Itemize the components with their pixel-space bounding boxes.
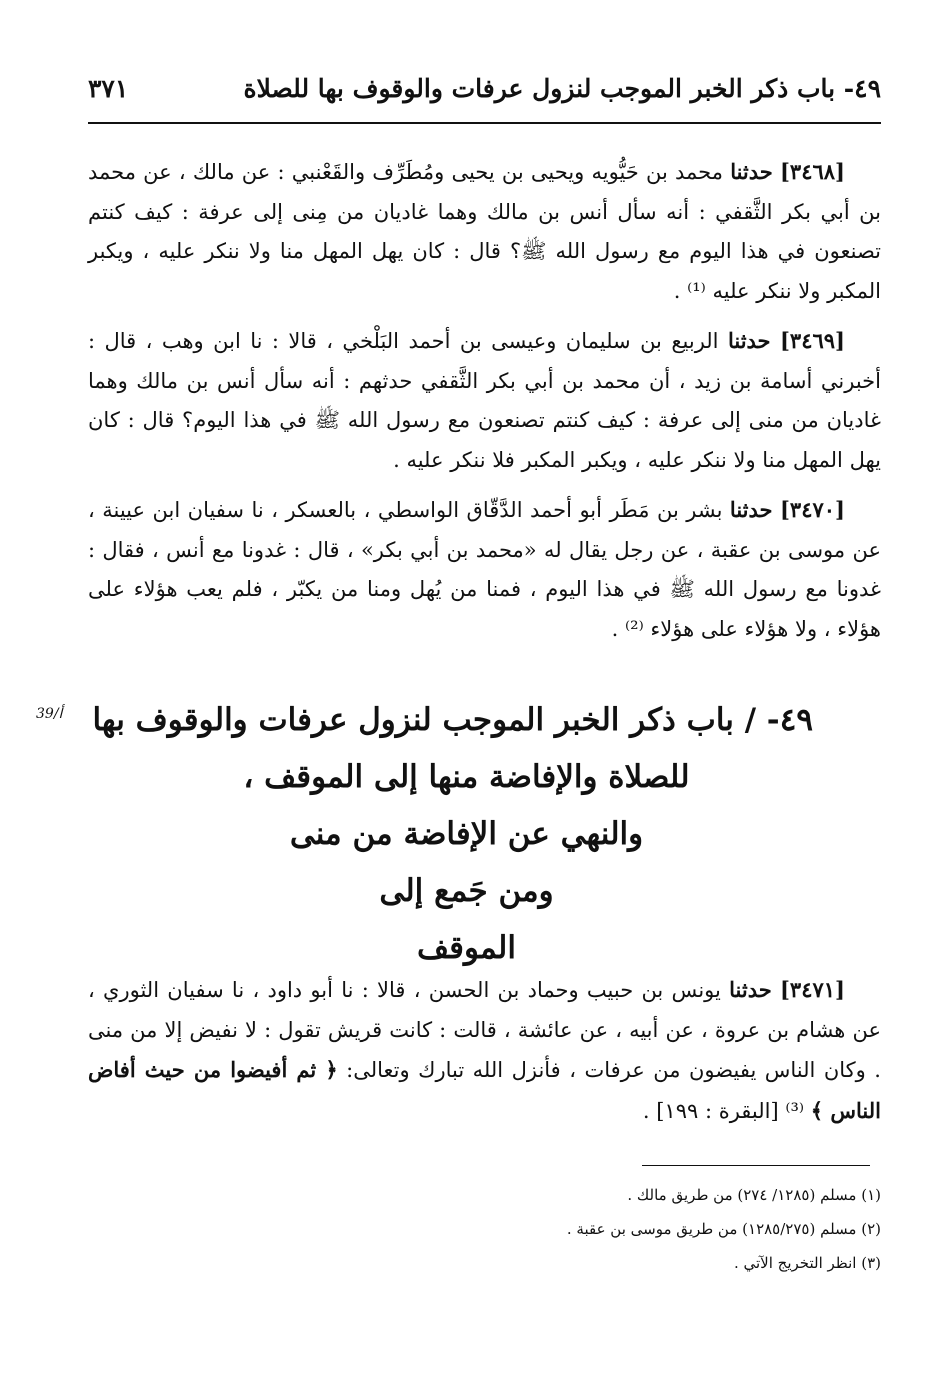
- hadith-lead: حدثنا: [729, 497, 773, 522]
- chapter-heading-line: للصلاة والإفاضة منها إلى الموقف ،: [243, 759, 690, 795]
- footnote-3: (٣) انظر التخريج الآتي .: [733, 1254, 881, 1272]
- hadith-number: [٣٤٧٠]: [779, 497, 845, 522]
- hadith-lead: حدثنا: [729, 977, 772, 1002]
- chapter-heading-line: الموقف: [417, 930, 516, 966]
- hadith-3469: [88, 321, 881, 480]
- hadith-block-bottom: [88, 970, 881, 1131]
- footnote-rule: [642, 1165, 870, 1166]
- verse-reference: ⁽³⁾ [البقرة : ١٩٩] .: [642, 1098, 805, 1123]
- hadith-lead: حدثنا: [730, 159, 773, 184]
- footnote-2: (٢) مسلم (١٢٨٥/٢٧٥) من طريق موسى بن عقبة .: [566, 1220, 881, 1238]
- running-header: [88, 74, 881, 120]
- quran-verse: ﴿ ثم أفيضوا من حيث أفاض الناس ﴾: [88, 1057, 881, 1123]
- hadith-block-top: [88, 152, 881, 649]
- footnote-1: (١) مسلم (١٢٨٥/ ٢٧٤) من طريق مالك .: [627, 1186, 881, 1204]
- chapter-heading-line: ٤٩- / باب ذكر الخبر الموجب لنزول عرفات والوقوف بها: [92, 702, 813, 738]
- running-header-title: ٤٩- باب ذكر الخبر الموجب لنزول عرفات والوقوف بها للصلاة: [243, 74, 881, 103]
- hadith-3468: [88, 152, 881, 311]
- hadith-3470: [88, 490, 881, 649]
- hadith-text: بشر بن مَطَر أبو أحمد الدَّقّاق الواسطي ، بالعسكر ، نا سفيان ابن عيينة ، عن موسى بن عقبة ، عن رجل يقال له «محمد بن أبي بكر» ، قال : غدونا مع أنس ، فقال : غدونا مع رسول الله ﷺ في هذا اليوم ، فمنا من يُهل ومنا من يكبّر ، فلم يعب هؤلاء على هؤلاء ، ولا هؤلاء على هؤلاء ⁽²⁾ .: [88, 498, 881, 641]
- chapter-heading-line: والنهي عن الإفاضة من منى: [289, 816, 644, 852]
- hadith-text: يونس بن حبيب وحماد بن الحسن ، قالا : نا أبو داود ، نا سفيان الثوري ، عن هشام بن عروة ، عن أبيه ، عن عائشة ، قالت : كانت قريش تقول : لا نفيض إلا من منى . وكان الناس يفيضون من عرفات ، فأنزل الله تبارك وتعالى:: [88, 978, 881, 1082]
- hadith-number: [٣٤٦٩]: [779, 328, 845, 353]
- margin-note: 39/أ: [36, 706, 63, 722]
- hadith-3471: [88, 970, 881, 1131]
- hadith-number: [٣٤٧١]: [779, 977, 845, 1002]
- chapter-heading-line: ومن جَمع إلى: [379, 873, 554, 909]
- hadith-number: [٣٤٦٨]: [779, 159, 845, 184]
- page-number: ٣٧١: [88, 74, 129, 103]
- hadith-text: الربيع بن سليمان وعيسى بن أحمد البَلْخي ، قالا : نا ابن وهب ، قال : أخبرني أسامة بن زيد ، أن محمد بن أبي بكر الثَّقفي حدثهم : أنه سأل أنس بن مالك وهما غاديان من منى إلى عرفة : كيف كنتم تصنعون مع رسول الله ﷺ في هذا اليوم؟ قال : كان يهل المهل منا ولا ننكر عليه ، ويكبر المكبر فلا ننكر عليه .: [88, 329, 881, 472]
- hadith-lead: حدثنا: [727, 328, 771, 353]
- hadith-text: محمد بن حَيُّويه ويحيى بن يحيى ومُطَرِّف والقَعْنبي : عن مالك ، عن محمد بن أبي بكر الثَّقفي : أنه سأل أنس بن مالك وهما غاديان من مِنى إلى عرفة : كيف كنتم تصنعون في هذا اليوم مع رسول الله ﷺ؟ قال : كان يهل المهل منا ولا ننكر عليه ، ويكبر المكبر ولا ننكر عليه ⁽¹⁾ .: [88, 160, 881, 303]
- header-rule: [88, 122, 881, 124]
- chapter-heading: [92, 692, 813, 977]
- footnotes: [88, 1178, 881, 1280]
